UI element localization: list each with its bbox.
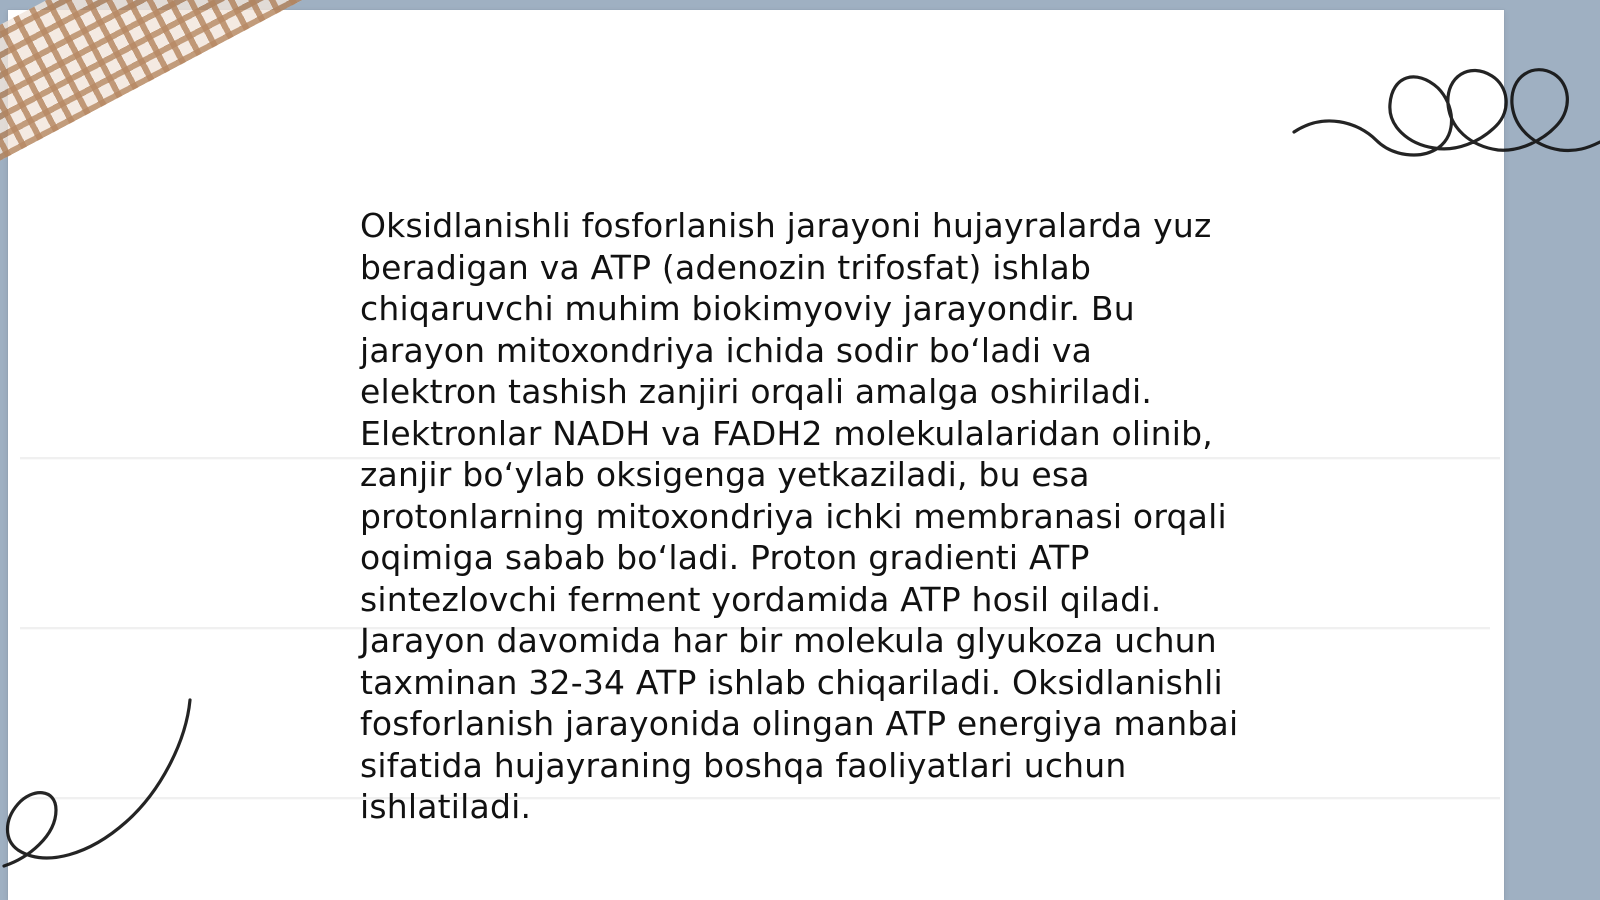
body-paragraph: Oksidlanishli fosforlanish jarayoni hujayralarda yuz beradigan va ATP (adenozin trifosfat) ishlab chiqaruvchi muhim biokimyoviy jarayondir. Bu jarayon mitoxondriya ichida sodir bo‘ladi va elektron tashish zanjiri orqali amalga oshiriladi. Elektronlar NADH va FADH2 molekulalaridan olinib, zanjir bo‘ylab oksigenga yetkaziladi, bu esa protonlarning mitoxondriya ichki membranasi orqali oqimiga sabab bo‘ladi. Proton gradienti ATP sintezlovchi ferment yordamida ATP hosil qiladi. Jarayon davomida har bir molekula glyukoza uchun taxminan 32-34 ATP ishlab chiqariladi. Oksidlanishli fosforlanish jarayonida olingan ATP energiya manbai sifatida hujayraning boshqa faoliyatlari uchun ishlatiladi. [360,206,1239,826]
